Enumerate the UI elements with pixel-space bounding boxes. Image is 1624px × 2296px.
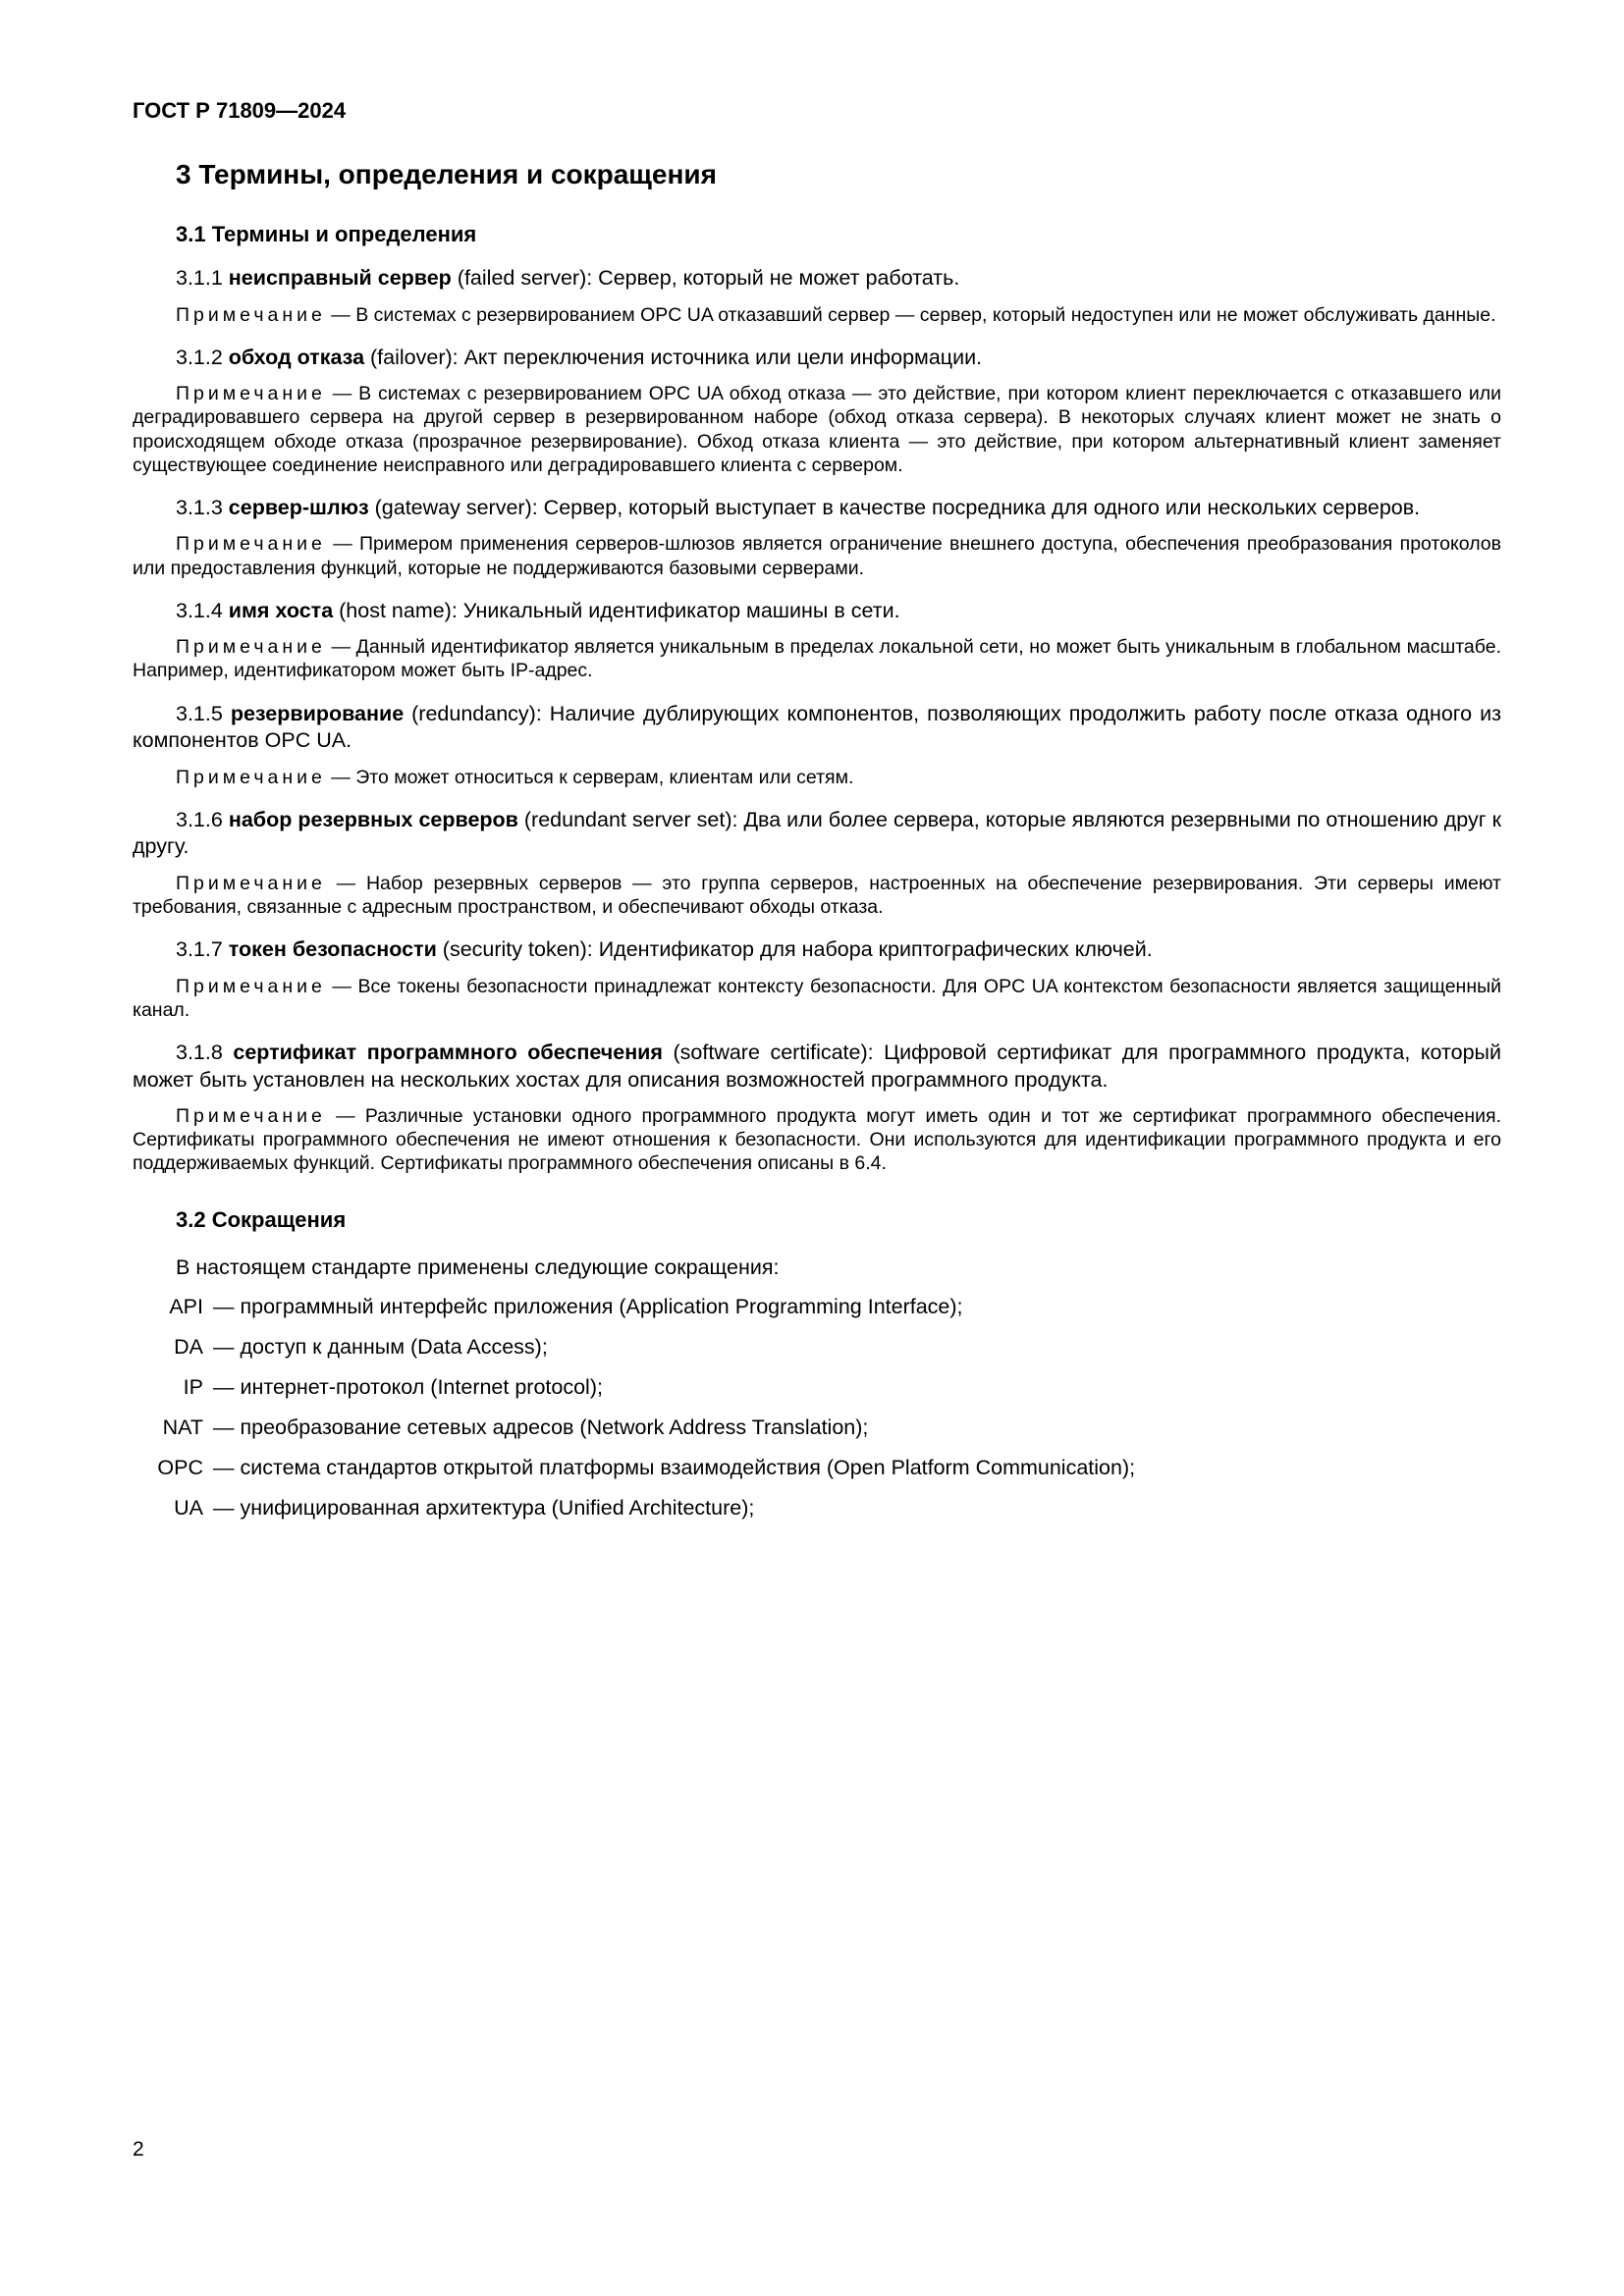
- term-paragraph: [133, 345, 1501, 372]
- note-text: — Различные установки одного программного продукта могут иметь один и тот же сертификат программного обеспечения. Сертификаты программного обеспечения не имеют отношения к безопасности. Они используются для идентификации программного продукта и его поддерживаемых функций. Сертификаты программного обеспечения описаны в 6.4.: [133, 1105, 1501, 1175]
- abbreviation-row: [133, 1334, 1501, 1362]
- term-paragraph: [133, 807, 1501, 861]
- term-note: [133, 872, 1501, 919]
- note-text: — Примером применения серверов-шлюзов является ограничение внешнего доступа, обеспечения преобразования протоколов или предоставления функций, которые не поддерживаются базовыми серверами.: [133, 533, 1501, 579]
- note-text: — В системах с резервированием OPC UA отказавший сервер — сервер, который недоступен или не может обслуживать данные.: [325, 303, 1496, 326]
- term-number: 3.1.4: [176, 598, 229, 622]
- abbreviation-row: [133, 1495, 1501, 1522]
- subsection-heading-terms: 3.1 Термины и определения: [176, 222, 477, 246]
- term-note: [133, 766, 1501, 789]
- term-paragraph: [133, 1040, 1501, 1094]
- term-number: 3.1.2: [176, 345, 229, 369]
- abbreviation-code: OPC: [157, 1455, 203, 1479]
- term-name: сертификат программного обеспечения: [233, 1041, 663, 1065]
- term-paragraph: [133, 598, 1501, 625]
- note-label: Примечание: [176, 1105, 326, 1128]
- subsection-heading-abbreviations: 3.2 Сокращения: [176, 1206, 347, 1232]
- term-definition: (failed server): Сервер, который не может работать.: [451, 266, 960, 290]
- abbreviation-code: UA: [174, 1495, 203, 1520]
- abbreviation-row: [133, 1294, 1501, 1321]
- term-note: [133, 1104, 1501, 1176]
- term-number: 3.1.5: [176, 701, 231, 725]
- abbreviation-code: DA: [174, 1335, 203, 1360]
- note-label: Примечание: [176, 975, 326, 997]
- doc-code: ГОСТ Р 71809—2024: [133, 98, 347, 123]
- note-text: — В системах с резервированием OPC UA обход отказа — это действие, при котором клиент переключается с отказавшего или деградировавшего сервера на другой сервер в резервированном наборе (обход отказа сервера). В некоторых случаях клиент может не знать о происходящем обходе отказа (прозрачное резервирование). Обход отказа клиента — это действие, при котором альтернативный клиент заменяет существующее соединение неисправного или деградировавшего клиента с сервером.: [133, 383, 1501, 476]
- term-paragraph: [133, 265, 1501, 293]
- term-definition: (redundancy): Наличие дублирующих компонентов, позволяющих продолжить работу после отказа одного из компонентов OPC UA.: [133, 701, 1501, 753]
- term-paragraph: [133, 495, 1501, 522]
- abbreviation-row: [133, 1415, 1501, 1442]
- note-label: Примечание: [176, 872, 326, 894]
- term-name: токен безопасности: [228, 937, 437, 962]
- abbreviation-meaning: — унифицированная архитектура (Unified Architecture);: [213, 1495, 755, 1520]
- term-definition: (failover): Акт переключения источника или цели информации.: [364, 345, 983, 369]
- term-note: [133, 975, 1501, 1022]
- note-text: — Это может относиться к серверам, клиентам или сетям.: [325, 766, 854, 788]
- abbreviation-code: IP: [183, 1374, 203, 1399]
- abbreviation-code: API: [169, 1295, 203, 1319]
- term-name: сервер-шлюз: [228, 495, 369, 519]
- term-note: [133, 635, 1501, 682]
- page-number: 2: [133, 2138, 144, 2161]
- term-paragraph: [133, 701, 1501, 755]
- note-label: Примечание: [176, 636, 326, 659]
- term-number: 3.1.1: [176, 266, 229, 290]
- note-label: Примечание: [176, 766, 326, 788]
- term-name: имя хоста: [228, 598, 334, 622]
- abbreviation-row: [133, 1374, 1501, 1402]
- abbreviation-row: [133, 1455, 1501, 1482]
- abbreviation-meaning: — преобразование сетевых адресов (Network Address Translation);: [213, 1415, 869, 1439]
- term-name: обход отказа: [228, 345, 365, 369]
- term-note: [133, 532, 1501, 579]
- term-paragraph: [133, 936, 1501, 964]
- note-text: — Набор резервных серверов — это группа серверов, настроенных на обеспечение резервирования. Эти серверы имеют требования, связанные с адресным пространством, и обеспечивают обходы отказа.: [133, 872, 1501, 919]
- abbreviation-code: NAT: [162, 1415, 203, 1439]
- term-definition: (gateway server): Сервер, который выступает в качестве посредника для одного или нескольких серверов.: [368, 495, 1421, 519]
- abbreviations-intro: В настоящем стандарте применены следующие сокращения:: [176, 1255, 780, 1279]
- abbreviations-list: [133, 1294, 1501, 1522]
- note-label: Примечание: [176, 533, 326, 556]
- abbreviation-meaning: — доступ к данным (Data Access);: [213, 1335, 548, 1360]
- term-name: резервирование: [230, 701, 405, 725]
- abbreviation-meaning: — программный интерфейс приложения (Application Programming Interface);: [213, 1295, 963, 1319]
- term-number: 3.1.3: [176, 495, 229, 519]
- abbreviation-meaning: — интернет-протокол (Internet protocol);: [213, 1374, 603, 1399]
- term-number: 3.1.8: [176, 1041, 234, 1065]
- term-note: [133, 303, 1501, 327]
- note-label: Примечание: [176, 383, 326, 405]
- page-content: [133, 98, 1501, 1522]
- term-definition: (software certificate): Цифровой сертификат для программного продукта, который может быть установлен на нескольких хостах для описания возможностей программного продукта.: [133, 1041, 1501, 1092]
- term-number: 3.1.7: [176, 937, 229, 962]
- term-definition: (security token): Идентификатор для набора криптографических ключей.: [436, 937, 1153, 962]
- note-label: Примечание: [176, 303, 326, 326]
- note-text: — Данный идентификатор является уникальным в пределах локальной сети, но может быть уникальным в глобальном масштабе. Например, идентификатором может быть IP-адрес.: [133, 636, 1501, 682]
- note-text: — Все токены безопасности принадлежат контексту безопасности. Для OPC UA контекстом безопасности является защищенный канал.: [133, 975, 1501, 1021]
- term-definition: (host name): Уникальный идентификатор машины в сети.: [333, 598, 900, 622]
- term-name: неисправный сервер: [228, 266, 452, 290]
- term-definition: (redundant server set): Два или более сервера, которые являются резервными по отношению друг к другу.: [133, 807, 1502, 859]
- section-title: 3 Термины, определения и сокращения: [176, 159, 717, 189]
- abbreviation-meaning: — система стандартов открытой платформы взаимодействия (Open Platform Communication);: [213, 1455, 1136, 1479]
- term-number: 3.1.6: [176, 807, 229, 831]
- term-note: [133, 382, 1501, 477]
- term-name: набор резервных серверов: [228, 807, 518, 831]
